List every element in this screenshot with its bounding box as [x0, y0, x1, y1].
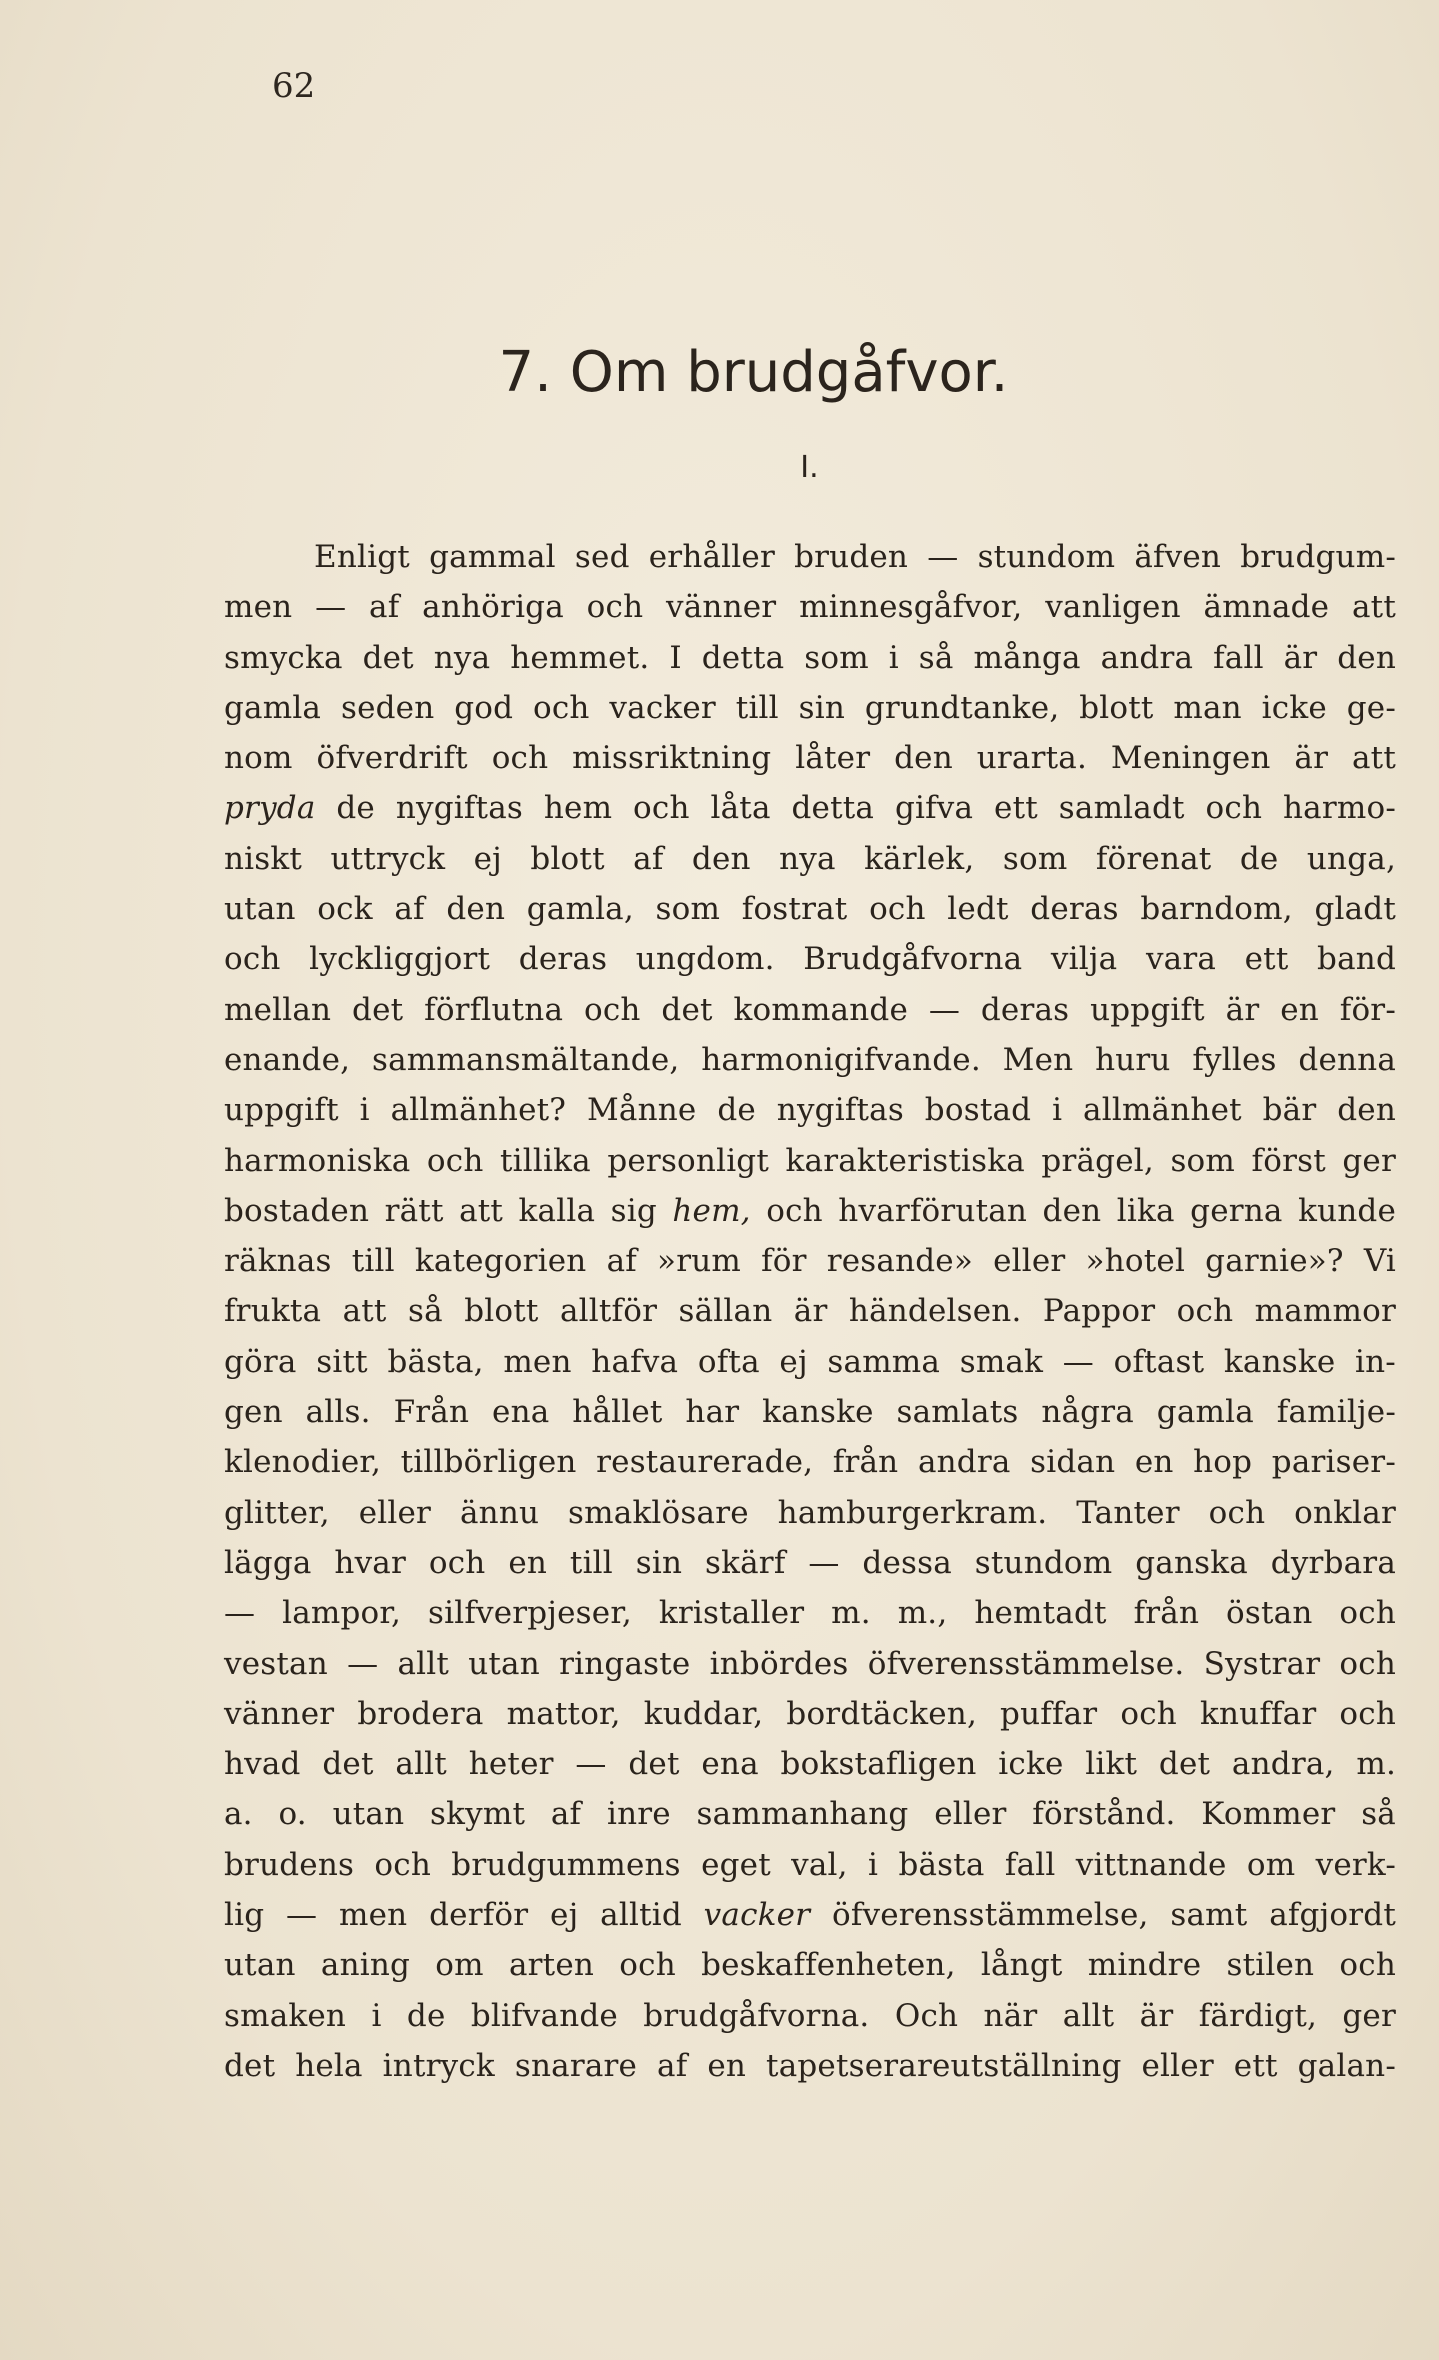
text-line: [224, 1789, 1396, 1839]
text-line: [224, 1689, 1396, 1739]
text-segment: gen alls. Från ena hållet har kanske samlats några gamla familje-: [224, 1394, 1396, 1431]
text-segment: lig — men derför ej alltid: [224, 1897, 704, 1934]
text-segment: gamla seden god och vacker till sin grundtanke, blott man icke ge-: [224, 689, 1396, 726]
text-line: [224, 1236, 1396, 1286]
text-segment: niskt uttryck ej blott af den nya kärlek, som förenat de unga,: [224, 840, 1396, 877]
text-segment: a. o. utan skymt af inre sammanhang eller förstånd. Kommer så: [224, 1796, 1396, 1833]
text-line: [224, 1186, 1396, 1236]
text-line: [224, 1136, 1396, 1186]
text-line: [224, 783, 1396, 833]
text-line: [224, 985, 1396, 1035]
text-line: [224, 1940, 1396, 1990]
text-segment: smycka det nya hemmet. I detta som i så många andra fall är den: [224, 639, 1396, 676]
text-line: [224, 1991, 1396, 2041]
text-line: [224, 834, 1396, 884]
body-text: [224, 532, 1396, 2091]
text-segment: nom öfverdrift och missriktning låter den urarta. Meningen är att: [224, 740, 1396, 777]
text-line: [224, 733, 1396, 783]
text-line: [224, 633, 1396, 683]
text-segment: utan aning om arten och beskaffenheten, långt mindre stilen och: [224, 1947, 1396, 1984]
text-line: [224, 1085, 1396, 1135]
text-segment: glitter, eller ännu smaklösare hamburgerkram. Tanter och onklar: [224, 1494, 1396, 1531]
text-line: [224, 582, 1396, 632]
text-segment: vänner brodera mattor, kuddar, bordtäcken, puffar och knuffar och: [224, 1695, 1396, 1732]
chapter-title: 7. Om brudgåfvor.: [498, 340, 1009, 405]
page-number: 62: [272, 66, 316, 106]
text-segment: lägga hvar och en till sin skärf — dessa stundom ganska dyrbara: [224, 1544, 1396, 1581]
text-line: [224, 2041, 1396, 2091]
text-line: [224, 1437, 1396, 1487]
text-segment: frukta att så blott alltför sällan är händelsen. Pappor och mammor: [224, 1293, 1396, 1330]
text-segment: uppgift i allmänhet? Månne de nygiftas bostad i allmänhet bär den: [224, 1092, 1396, 1129]
text-line: [224, 1035, 1396, 1085]
text-segment: smaken i de blifvande brudgåfvorna. Och när allt är färdigt, ger: [224, 1997, 1396, 2034]
text-line: [224, 934, 1396, 984]
text-line: [224, 1890, 1396, 1940]
text-line: [224, 1588, 1396, 1638]
text-segment: — lampor, silfverpjeser, kristaller m. m., hemtadt från östan och: [224, 1595, 1396, 1632]
text-segment: och hvarförutan den lika gerna kunde: [750, 1192, 1396, 1229]
text-segment: utan ock af den gamla, som fostrat och ledt deras barndom, gladt: [224, 891, 1396, 928]
text-segment: de nygiftas hem och låta detta gifva ett samladt och harmo-: [315, 790, 1396, 827]
text-segment: och lyckliggjort deras ungdom. Brudgåfvorna vilja vara ett band: [224, 941, 1396, 978]
text-line: [224, 532, 1396, 582]
text-segment: räknas till kategorien af »rum för resande» eller »hotel garnie»? Vi: [224, 1243, 1396, 1280]
text-segment: det hela intryck snarare af en tapetserareutställning eller ett galan-: [224, 2047, 1396, 2084]
text-segment: öfverensstämmelse, samt afgjordt: [810, 1897, 1396, 1934]
text-line: [224, 1337, 1396, 1387]
text-line: [224, 1286, 1396, 1336]
emphasized-word: pryda: [224, 790, 316, 827]
text-line: [224, 884, 1396, 934]
text-line: [224, 1488, 1396, 1538]
text-line: [224, 1840, 1396, 1890]
text-segment: klenodier, tillbörligen restaurerade, från andra sidan en hop pariser-: [224, 1444, 1396, 1481]
text-segment: mellan det förflutna och det kommande — deras uppgift är en för-: [224, 991, 1396, 1028]
text-line: [224, 1739, 1396, 1789]
text-segment: harmoniska och tillika personligt karakteristiska prägel, som först ger: [224, 1142, 1396, 1179]
text-segment: men — af anhöriga och vänner minnesgåfvor, vanligen ämnade att: [224, 589, 1396, 626]
emphasized-word: hem,: [672, 1192, 751, 1229]
text-line: [224, 1387, 1396, 1437]
text-line: [224, 1538, 1396, 1588]
text-segment: bostaden rätt att kalla sig: [224, 1192, 673, 1229]
text-segment: hvad det allt heter — det ena bokstafligen icke likt det andra, m.: [224, 1746, 1396, 1783]
text-segment: enande, sammansmältande, harmonigifvande. Men huru fylles denna: [224, 1041, 1396, 1078]
text-segment: brudens och brudgummens eget val, i bästa fall vittnande om verk-: [224, 1846, 1396, 1883]
text-line: [224, 1639, 1396, 1689]
text-segment: Enligt gammal sed erhåller bruden — stundom äfven brudgum-: [314, 539, 1396, 575]
text-segment: vestan — allt utan ringaste inbördes öfverensstämmelse. Systrar och: [224, 1645, 1396, 1682]
text-segment: göra sitt bästa, men hafva ofta ej samma smak — oftast kanske in-: [224, 1343, 1396, 1380]
section-number: I.: [800, 450, 819, 485]
text-line: [224, 683, 1396, 733]
emphasized-word: vacker: [703, 1897, 811, 1934]
